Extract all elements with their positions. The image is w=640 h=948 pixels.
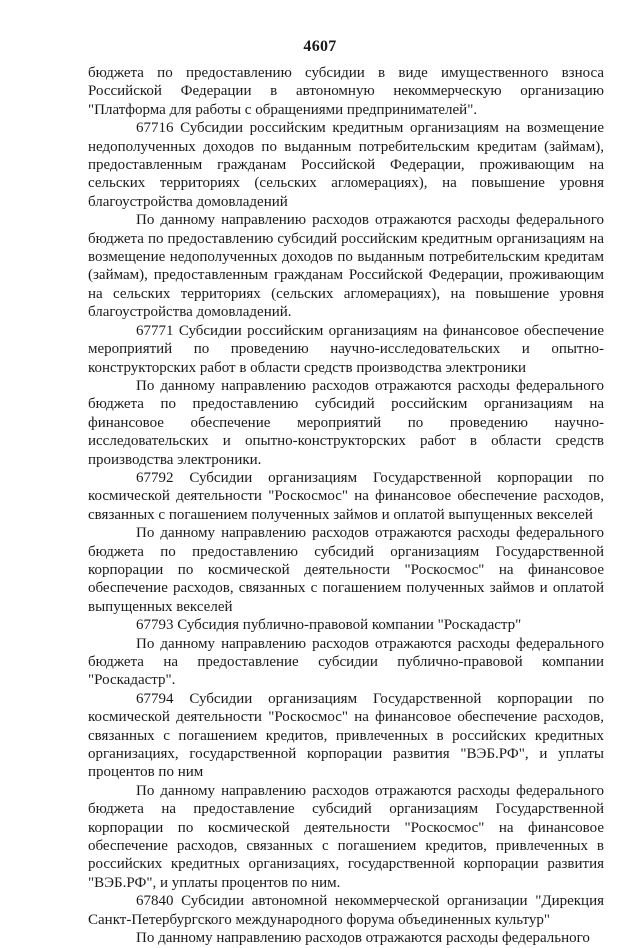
paragraph-67716-description: По данному направлению расходов отражаются расходы федерального бюджета по предоставлению субсидий российским кредитным организациям на возмещение недополученных доходов по выданным потребительским кредитам (займам), предоставленным гражданам Российской Федерации, проживающим на сельских территориях (сельских агломерациях), на повышение уровня благоустройства домовладений. [88,212,604,321]
paragraph-67792-description: По данному направлению расходов отражаются расходы федерального бюджета по предоставлению субсидий организациям Государственной корпорации по космической деятельности "Роскосмос" на финансовое обеспечение расходов, связанных с погашением полученных займов и оплатой выпущенных векселей [88,525,604,615]
paragraph-67793-heading: 67793 Субсидия публично-правовой компании "Роскадастр" [136,617,522,634]
paragraph-67792-heading: 67792 Субсидии организациям Государственной корпорации по космической деятельности "Роскосмос" на финансовое обеспечение расходов, связанных с погашением полученных займов и оплатой выпущенных векселей [88,469,604,523]
paragraph-67793-description: По данному направлению расходов отражаются расходы федерального бюджета на предоставление субсидии публично-правовой компании "Роскадастр". [88,635,604,689]
paragraph-67840-description: По данному направлению расходов отражаются расходы федерального [136,930,590,947]
page-number: 4607 [303,38,337,55]
paragraph-67794-description: По данному направлению расходов отражаются расходы федерального бюджета на предоставление субсидий организациям Государственной корпорации по космической деятельности "Роскосмос" на финансовое обеспечение расходов, связанных с погашением кредитов, привлеченных в российских кредитных организациях, государственной корпорации развития "ВЭБ.РФ", и уплаты процентов по ним. [88,782,604,891]
document-body [88,64,604,948]
paragraph-67840-heading: 67840 Субсидии автономной некоммерческой организации "Дирекция Санкт-Петербургского международного форума объединенных культур" [88,893,604,928]
paragraph-67771-heading: 67771 Субсидии российским организациям на финансовое обеспечение мероприятий по проведению научно-исследовательских и опытно-конструкторских работ в области средств производства электроники [88,322,604,376]
paragraph-67794-heading: 67794 Субсидии организациям Государственной корпорации по космической деятельности "Роскосмос" на финансовое обеспечение расходов, связанных с погашением кредитов, привлеченных в российских кредитных организациях, государственной корпорации развития "ВЭБ.РФ", и уплаты процентов по ним [88,690,604,781]
paragraph-67771-description: По данному направлению расходов отражаются расходы федерального бюджета по предоставлению субсидий российским организациям на финансовое обеспечение мероприятий по проведению научно-исследовательских и опытно-конструкторских работ в области средств производства электроники. [88,377,604,468]
paragraph-continuation: бюджета по предоставлению субсидии в виде имущественного взноса Российской Федерации в автономную некоммерческую организацию "Платформа для работы с обращениями предпринимателей". [88,65,604,118]
paragraph-67716-heading: 67716 Субсидии российским кредитным организациям на возмещение недополученных доходов по выданным потребительским кредитам (займам), предоставленным гражданам Российской Федерации, проживающим на сельских территориях (сельских агломерациях), на повышение уровня благоустройства домовладений [88,120,604,210]
